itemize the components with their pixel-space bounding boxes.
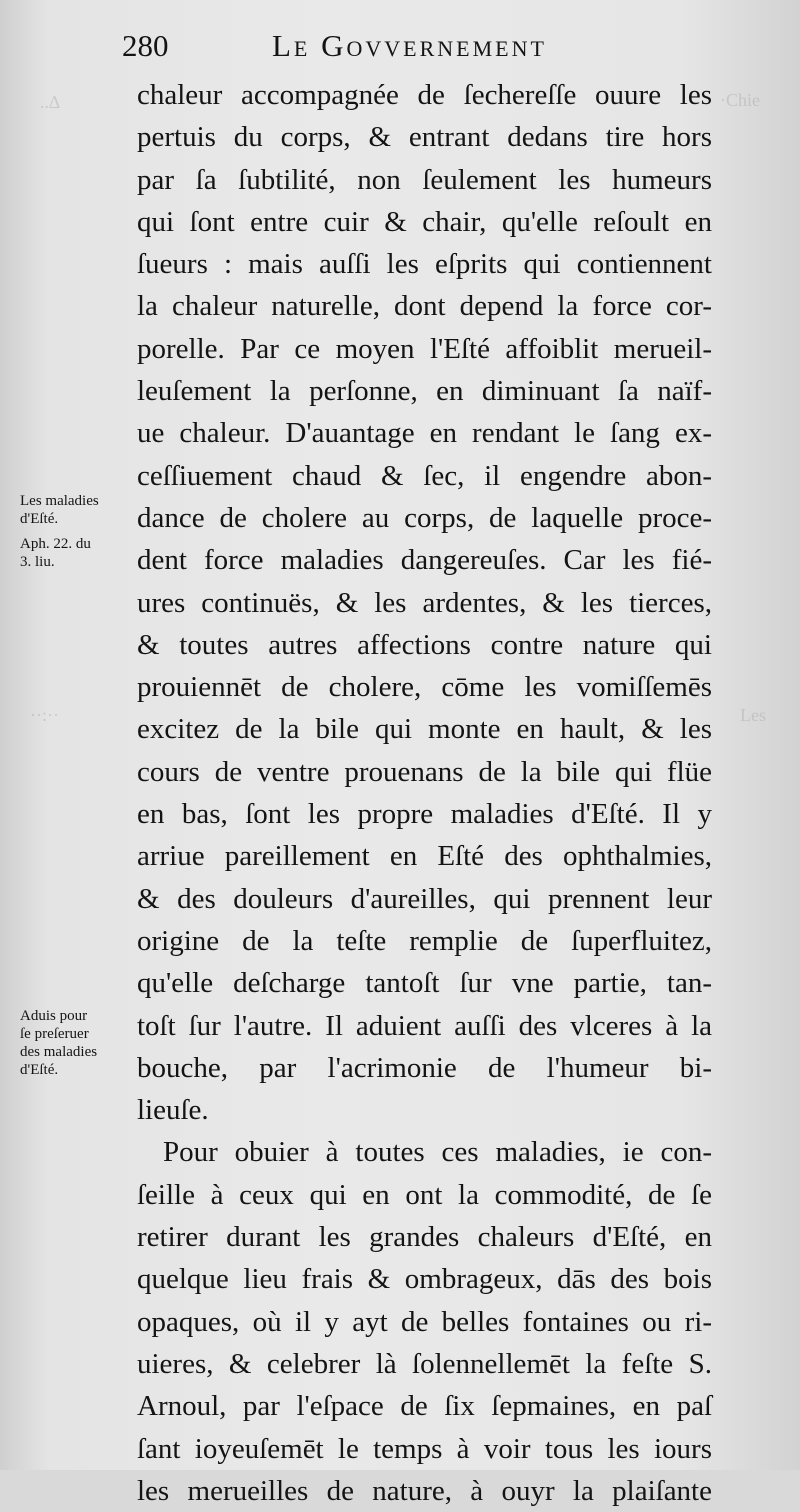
text-line: cours de ventre prouenans de la bile qui flüe xyxy=(137,755,712,788)
text-line: par ſa ſubtilité, non ſeulement les humeurs xyxy=(137,163,712,196)
page-number: 280 xyxy=(122,28,169,63)
page-header xyxy=(122,28,722,68)
margin-note-line: 3. liu. xyxy=(20,554,55,570)
text-line: dent force maladies dangereuſes. Car les fié- xyxy=(137,544,712,577)
text-line: opaques, où il y ayt de belles fontaines ou ri- xyxy=(137,1305,712,1338)
text-line: Arnoul, par l'eſpace de ſix ſepmaines, en paſ xyxy=(137,1390,712,1423)
text-line: origine de la teſte remplie de ſuperfluitez, xyxy=(137,924,712,957)
text-line: en bas, ſont les propre maladies d'Eſté. Il y xyxy=(137,798,712,831)
margin-note-line: d'Eſté. xyxy=(20,511,59,527)
text-line: la chaleur naturelle, dont depend la force cor- xyxy=(137,290,712,323)
bleed-through-mark: ··:·· xyxy=(30,705,59,725)
text-line: ſeille à ceux qui en ont la commodité, de ſe xyxy=(137,1178,712,1211)
text-line: prouiennēt de cholere, cōme les vomiſſemēs xyxy=(137,671,712,704)
bleed-through-mark: ..∆ xyxy=(40,92,61,112)
running-title: Le Govvernement xyxy=(272,28,547,63)
text-line: retirer durant les grandes chaleurs d'Eſté, en xyxy=(137,1221,712,1254)
margin-note-summer-diseases xyxy=(20,492,99,528)
margin-note-line: Les maladies xyxy=(20,493,99,509)
text-line: ceſſiuement chaud & ſec, il engendre abon- xyxy=(137,459,712,492)
margin-note-line: des maladies xyxy=(20,1044,98,1060)
text-line: toſt ſur l'autre. Il aduient auſſi des vlceres à la xyxy=(137,1009,712,1042)
text-line: pertuis du corps, & entrant dedans tire hors xyxy=(137,121,712,154)
body-text xyxy=(137,74,712,1512)
margin-note-line: Aduis pour xyxy=(20,1008,88,1024)
text-line: leuſement la perſonne, en diminuant ſa naïf- xyxy=(137,375,712,408)
text-line: ue chaleur. D'auantage en rendant le ſang ex- xyxy=(137,417,712,450)
margin-note-aphorism-reference xyxy=(20,535,91,571)
text-line: uieres, & celebrer là ſolennellemēt la feſte S. xyxy=(137,1347,712,1380)
bleed-through-mark: Les xyxy=(740,705,766,725)
margin-note-line: d'Eſté. xyxy=(20,1062,59,1078)
text-line: & toutes autres affections contre nature qui xyxy=(137,628,712,661)
text-line: chaleur accompagnée de ſechereſſe ouure les xyxy=(137,79,712,111)
text-line: qu'elle deſcharge tantoſt ſur vne partie, tan- xyxy=(137,967,712,1000)
text-line: les merueilles de nature, à ouyr la plaiſante xyxy=(137,1474,712,1507)
margin-note-line: ſe preſeruer xyxy=(20,1026,89,1042)
text-line: qui ſont entre cuir & chair, qu'elle reſoult en xyxy=(137,205,712,238)
margin-note-advice xyxy=(20,1007,97,1079)
margin-note-line: Aph. 22. du xyxy=(20,536,91,552)
text-line: Pour obuier à toutes ces maladies, ie con- xyxy=(163,1136,712,1169)
text-line: bouche, par l'acrimonie de l'humeur bi- xyxy=(137,1051,712,1084)
text-line: dance de cholere au corps, de laquelle proce- xyxy=(137,501,712,534)
text-line: porelle. Par ce moyen l'Eſté affoiblit merueil- xyxy=(137,332,712,365)
text-line: excitez de la bile qui monte en hault, & les xyxy=(137,713,712,746)
text-line: quelque lieu frais & ombrageux, dās des bois xyxy=(137,1263,712,1296)
text-line: lieuſe. xyxy=(137,1094,209,1127)
text-line: ſueurs : mais auſſi les eſprits qui contiennent xyxy=(137,248,712,281)
text-line: arriue pareillement en Eſté des ophthalmies, xyxy=(137,840,712,873)
bleed-through-mark: ·Chie xyxy=(720,90,760,110)
text-line: ſant ioyeuſemēt le temps à voir tous les iours xyxy=(137,1432,712,1465)
text-line: & des douleurs d'aureilles, qui prennent leur xyxy=(137,882,712,915)
text-line: ures continuës, & les ardentes, & les tierces, xyxy=(137,586,712,619)
